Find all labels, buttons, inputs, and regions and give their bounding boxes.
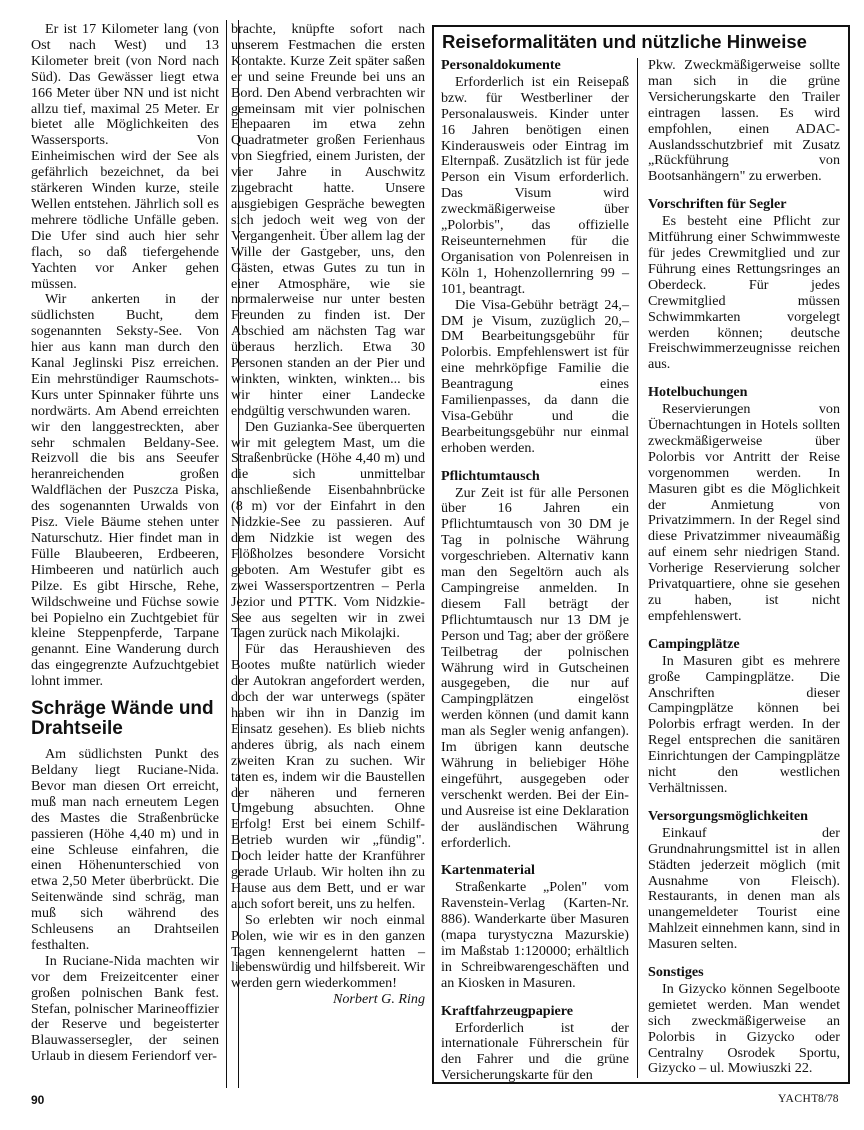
article-column-1 xyxy=(31,22,219,1065)
author-signature: Norbert G. Ring xyxy=(332,991,425,1008)
article-paragraph: So erlebten wir noch einmal Polen, wie wir es in den ganzen Tagen kennengelernt hatten – liebenswürdig und hilfsbereit. Wir werden gern wiederkommen! xyxy=(231,911,425,992)
article-paragraph: Den Guzianka-See überquerten wir mit gelegtem Mast, um die Straßenbrücke (Höhe 4,40 m) und die sich unmittelbar anschließende Eisenbahnbrücke (8 m) vor der Einfahrt in den Nidzkie-See zu passieren. Auf dem Nidzkie ist wegen des Flößholzes besondere Vorsicht geboten. Am Westufer gibt es zwei Wassersportzentren – Perla Jezior und PTTK. Vom Nidzkie-See aus segelten wir in zwei Tagen zurück nach Mikolajki. xyxy=(231,418,425,642)
info-subheading: Hotelbuchungen xyxy=(648,384,748,401)
info-box-title: Reiseformalitäten und nützliche Hinweise xyxy=(442,31,807,52)
info-paragraph: Einkauf der Grundnahrungsmittel ist in allen Städten jederzeit möglich (mit Ausnahme von Fleisch). Restaurants, in denen man als unangemeldeter Tourist eine Mahlzeit einnehmen kann, sind in Masuren selten. xyxy=(648,824,840,953)
info-paragraph: In Gizycko können Segelboote gemietet werden. Man wendet sich zweckmäßigerweise an Polorbis in Gizycko oder Centralny Osrodek Sportu, Gizycko – ul. Mowiuszki 22. xyxy=(648,980,840,1077)
info-paragraph: In Masuren gibt es mehrere große Campingplätze. Die Anschriften dieser Campingplätze können bei Polorbis erfragt werden. In der Regel entsprechen die sanitären Einrichtungen der Campingplätze nicht den westlichen Verhältnissen. xyxy=(648,652,840,796)
article-paragraph: Er ist 17 Kilometer lang (von Ost nach West) und 13 Kilometer breit (von Nord nach Süd). Das Gewässer liegt etwa 166 Meter über NN und ist nicht allzu tief, maximal 25 Meter. Er bietet alle Möglichkeiten des Wassersports. Von Einheimischen wird der See als gefährlich bezeichnet, da bei stärkeren Winden kurze, steile Wellen entstehen. Jährlich soll es mehrere tödliche Unfälle geben. Die Ufer sind auch hier sehr flach, so daß tiefergehende Yachten vor Anker gehen müssen. xyxy=(31,21,219,292)
info-subheading: Versorgungsmöglichkeiten xyxy=(648,807,808,824)
issue-number: 8/78 xyxy=(818,1093,839,1105)
info-paragraph: Straßenkarte „Polen" vom Ravenstein-Verlag (Karten-Nr. 886). Wanderkarte über Masuren (mapa turystyczna Mazurskie) im Maßstab 1:120000; erhältlich in Schreibwarengeschäften und an Kiosken in Masuren. xyxy=(441,879,629,991)
info-box-column-2 xyxy=(648,58,840,1077)
info-subheading: Sonstiges xyxy=(648,964,704,981)
info-subheading: Vorschriften für Segler xyxy=(648,196,787,213)
box-frame-top xyxy=(432,25,850,27)
info-paragraph: Erforderlich ist ein Reisepaß bzw. für Westberliner der Personalausweis. Kinder unter 16 Jahren benötigen einen Kinderausweis oder Eintrag im Elternpaß. Zusätzlich ist für jede Person ein Visum erforderlich. Das Visum wird zweckmäßigerweise über „Polorbis", das offizielle Reiseunternehmen für die Organisation von Polenreisen in Köln 1, Hohenzollernring 99 – 101, beantragt. xyxy=(441,73,629,297)
box-column-rule xyxy=(637,58,638,1078)
page-number: 90 xyxy=(31,1093,45,1107)
info-subheading: Pflichtumtausch xyxy=(441,467,540,484)
info-paragraph: Es besteht eine Pflicht zur Mitführung einer Schwimmweste für jedes Crewmitglied und zur Führung eines Rettungsringes an Oberdeck. Für jedes Crewmitglied müssen Schwimmkarten vorgelegt werden können; deutsche Freischwimmerzeugnisse reichen aus. xyxy=(648,213,840,373)
box-frame-left xyxy=(432,25,434,1084)
info-paragraph: Reservierungen von Übernachtungen in Hotels sollten zweckmäßigerweise über Polorbis vor Antritt der Reise vorgenommen werden. In Masuren gibt es die Möglichkeit der Anmietung von Privatzimmern. In der Regel sind diese Privatzimmer niveaumäßig auf einem sehr niedrigen Stand. Vorherige Reservierung solcher Privatquartiere, ohne sie gesehen zu haben, ist nicht empfehlenswert. xyxy=(648,401,840,624)
article-paragraph: brachte, knüpfte sofort nach unserem Festmachen die ersten Kontakte. Kurze Zeit später saßen er und seine Freunde bei uns an Bord. Den Abend verbrachten wir gemeinsam mit vier polnischen Ehepaaren im etwa zehn Quadratmeter großen Ferienhaus von Siegfried, einem Juristen, der vier Jahre in Auschwitz zugebracht hatte. Unsere ausgiebigen Gespräche bewegten sich jedoch weit weg von der Vergangenheit. Über allem lag der Wille der Gastgeber, uns, den Gästen, etwas Gutes zu tun in einer Atmosphäre, wie sie normalerweise nur unter besten Freunden zu finden ist. Der Abschied am nächsten Tag war überaus herzlich. Etwa 30 Personen standen an der Pier und winkten, winkten, winkten... bis wir hinter einer Landecke endgültig verschwunden waren. xyxy=(231,21,425,419)
info-paragraph: Zur Zeit ist für alle Personen über 16 Jahren ein Pflichtumtausch von 30 DM je Tag in polnische Währung vorgeschrieben. Alternativ kann man den Segeltörn auch als Campingreise anmelden. In diesem Fall beträgt der Pflichtumtausch nur 13 DM je Person und Tag; aber der größere Teilbetrag der polnischen Währung wird in Gutscheinen ausgegeben, die nur auf Campingplätzen eingelöst werden können (und damit kann man als Segler wenig anfangen). Im übrigen kann deutsche Währung in beliebiger Höhe eingeführt, ausgegeben oder verschenkt werden. Bei der Ein- und Ausreise ist eine Deklaration der ausländischen Währung erforderlich. xyxy=(441,484,629,851)
info-subheading: Campingplätze xyxy=(648,635,740,652)
info-paragraph: Die Visa-Gebühr beträgt 24,– DM je Visum, zuzüglich 20,– DM Bearbeitungsgebühr für Polorbis. Empfehlenswert ist für eine mehrköpfige Familie die Beantragung eines Familienpasses, da dann die Visa-Gebühr und die Bearbeitungsgebühr nur einmal erhoben werden. xyxy=(441,296,629,456)
info-paragraph: Erforderlich ist der internationale Führerschein für den Fahrer und die grüne Versicherungskarte für den xyxy=(441,1019,629,1084)
info-subheading: Personaldokumente xyxy=(441,57,561,73)
article-paragraph: Wir ankerten in der südlichsten Bucht, dem sogenannten Seksty-See. Von hier aus kann man durch den Kanal Jeglinski Pisz erreichen. Ein mehrstündiger Raumschots-Kurs unter Spinnaker führte uns nordwärts. Am Abend erreichten wir den langgestreckten, aber sehr schmalen Beldany-See. Reizvoll die bis ans Seeufer heranreichenden großen Waldflächen der Puszcza Piska, des sogenannten Urwalds von Pisz. Viele Bäume stehen unter Naturschutz. Hier findet man in Fülle Blaubeeren, Erdbeeren, Himbeeren und natürlich auch Pilze. Es gibt Hirsche, Rehe, Wildschweine und Füchse sowie bei Popielno ein Zuchtgebiet für kleine Steppenpferde, Tarpane genannt. Eine Wanderung durch das eingegrenzte Aufzuchtgebiet lohnt immer. xyxy=(31,291,219,690)
article-paragraph: Für das Heraushieven des Bootes mußte natürlich wieder der Autokran angefordert werden, doch der war unterwegs (später haben wir ihn in Danzig im Einsatz gesehen). Es blieb nichts anderes übrig, als nach einem zweiten Kran zu suchen. Wir taten es, indem wir die Baustellen der näheren und ferneren Umgebung absuchten. Ohne Erfolg! Erst bei einem Schilf-Betrieb wurden wir „fündig". Doch leider hatte der Kranführer gerade Urlaub. Wir holten ihn zu Hause aus dem Bett, und er war auch sofort bereit, uns zu helfen. xyxy=(231,641,425,912)
magazine-name: YACHT xyxy=(778,1093,819,1105)
info-subheading: Kraftfahrzeugpapiere xyxy=(441,1002,574,1019)
box-frame-right xyxy=(848,25,850,1084)
article-paragraph: In Ruciane-Nida machten wir vor dem Freizeitcenter einer großen polnischen Bank fest. Stefan, polnischer Marineoffizier der Reserve und begeisterter Blauwassersegler, der seinen Urlaub in diesem Feriendorf ver- xyxy=(31,952,219,1065)
article-paragraph: Am südlichsten Punkt des Beldany liegt Ruciane-Nida. Bevor man diesen Ort erreicht, muß man nach erneutem Legen des Mastes die Straßenbrücke passieren (Höhe 4,40 m) und in eine Schleuse einfahren, die einen Höhenunterschied von etwa 2,50 Meter überbrückt. Die Seitenwände sind schräg, man muß sich während des Schleusens an Drahtseilen festhalten. xyxy=(31,746,219,953)
column-rule-left xyxy=(226,20,227,1088)
info-paragraph: Pkw. Zweckmäßigerweise sollte man sich in die grüne Versicherungskarte den Trailer eintragen lassen. Es wird empfohlen, einen ADAC-Auslandsschutzbrief mit Zusatz „Rückführung von Bootsanhängern" zu erwerben. xyxy=(648,57,840,185)
article-column-2 xyxy=(231,22,425,1008)
info-box-column-1 xyxy=(441,58,629,1084)
info-subheading: Kartenmaterial xyxy=(441,862,535,879)
section-heading: Schräge Wände und Drahtseile xyxy=(31,698,214,740)
